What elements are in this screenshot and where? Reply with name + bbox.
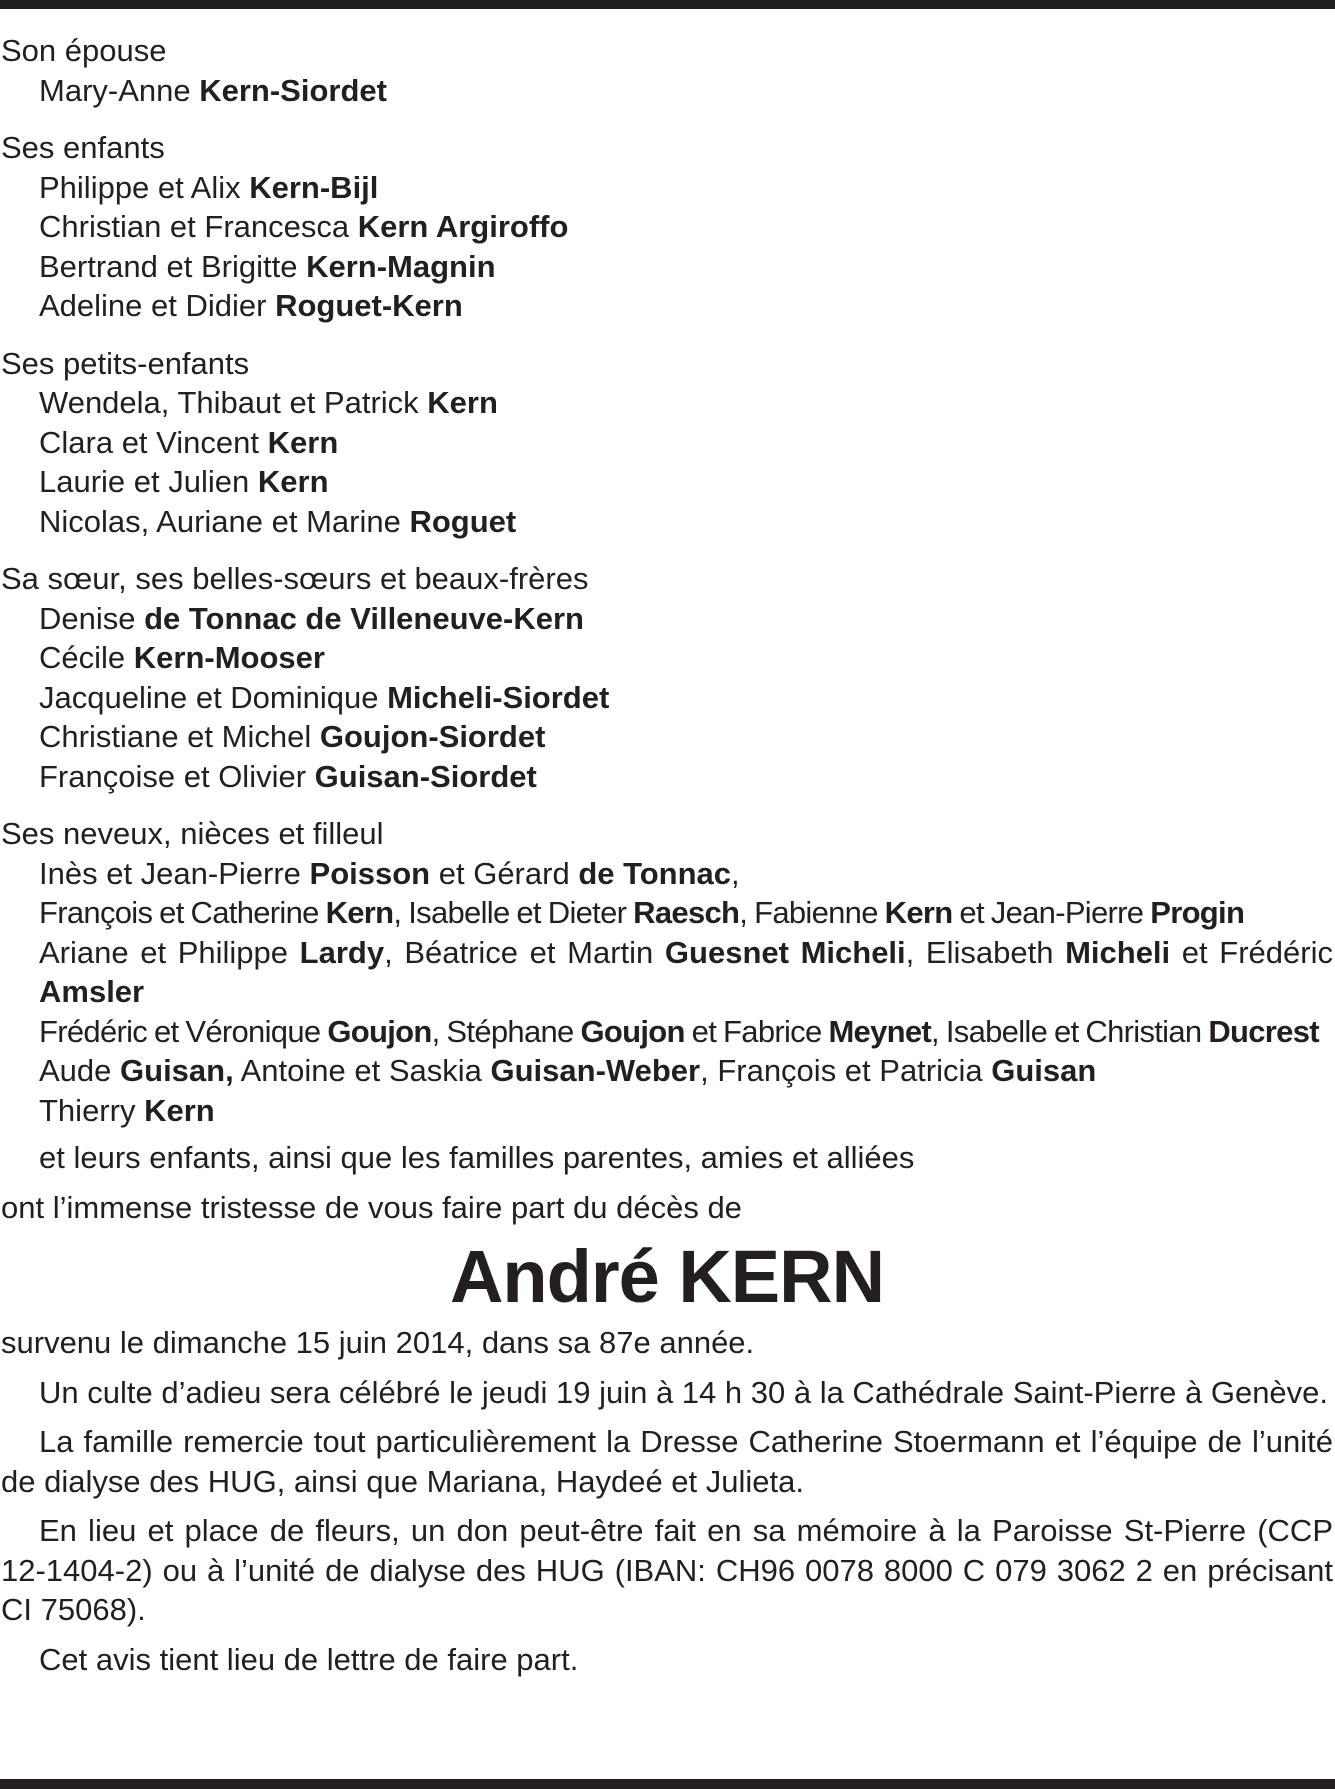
family-line [1,893,1333,933]
family-surname: Kern [884,895,953,930]
family-line [1,854,1333,894]
thanks-paragraph: La famille remercie tout particulièrement la Dresse Catherine Stoermann et l’équipe de l’unité de dialyse des HUG, ainsi que Mariana, Haydeé et Julieta. [1,1424,1333,1499]
family-list [1,31,1333,1130]
given-names: Cécile [39,640,134,675]
given-names: Jacqueline et Dominique [39,679,388,715]
final-note-paragraph: Cet avis tient lieu de lettre de faire part. [39,1641,579,1677]
given-names: , Isabelle et Christian [931,1013,1209,1049]
announcement-intro: ont l’immense tristesse de vous faire part du décès de [1,1189,742,1225]
given-names: , Béatrice et Martin [384,934,665,970]
family-surname: Kern-Siordet [199,72,387,108]
family-surname: Ducrest [1208,1013,1319,1049]
family-line [1,423,1333,463]
given-names: et Jean-Pierre [952,895,1151,930]
bottom-rule [0,1779,1335,1789]
given-names: , Fabienne [739,895,885,930]
given-names: et Fabrice [684,1013,829,1049]
death-date-paragraph: survenu le dimanche 15 juin 2014, dans sa 87e année. [1,1325,755,1360]
group-heading: Son épouse [1,33,167,68]
group-heading: Sa sœur, ses belles-sœurs et beaux-frères [1,561,589,596]
family-group [1,344,1333,542]
donation-paragraph: En lieu et place de fleurs, un don peut-être fait en sa mémoire à la Paroisse St-Pierre (CCP 12-1404-2) ou à l’unité de dialyse des HUG (IBAN: CH96 0078 8000 C 079 3062 2 en précisant CI 75068). [1,1513,1333,1627]
family-surname: Guisan [991,1053,1097,1088]
family-surname: Kern Argiroffo [357,209,569,244]
family-group [1,31,1333,110]
family-surname: Guisan-Weber [490,1053,701,1088]
family-surname: Roguet [409,503,517,539]
family-surname: Guesnet Micheli [664,934,906,970]
family-line [1,462,1333,502]
family-surname: de Tonnac de Villeneuve-Kern [144,600,584,636]
family-line [1,1012,1333,1052]
given-names: Françoise et Olivier [39,758,315,794]
given-names: , Stéphane [431,1013,581,1049]
family-surname: Kern-Bijl [249,169,379,205]
given-names: Adeline et Didier [39,288,276,323]
family-surname: Kern-Mooser [133,640,325,675]
given-names: François et Catherine [39,895,326,930]
family-surname: Micheli [1065,934,1171,970]
family-surname: Meynet [828,1013,932,1049]
given-names: et Frédéric [1170,934,1333,970]
family-surname: Micheli-Siordet [387,679,610,715]
group-heading: Ses enfants [1,130,165,165]
family-group [1,128,1333,326]
family-surname: Raesch [633,895,740,930]
group-heading: Ses neveux, nièces et filleul [1,816,384,851]
given-names: Nicolas, Auriane et Marine [39,503,410,539]
family-line [1,1091,1333,1131]
family-surname: Kern [144,1092,215,1128]
family-surname: Roguet-Kern [275,288,463,323]
given-names: Christian et Francesca [39,209,358,244]
family-line [1,168,1333,208]
family-surname: Goujon [580,1013,685,1049]
closing-line: et leurs enfants, ainsi que les familles parentes, amies et alliées [39,1140,915,1175]
given-names: Mary-Anne [39,72,200,108]
obituary-notice [1,31,1333,1689]
given-names: , Isabelle et Dieter [393,895,634,930]
family-surname: Guisan, [120,1053,234,1088]
given-names: et Gérard [430,855,579,891]
family-line [1,1051,1333,1091]
given-names: Laurie et Julien [39,464,258,499]
family-line [1,757,1333,797]
given-names: , Elisabeth [905,934,1066,970]
family-line [1,286,1333,326]
top-rule [0,0,1335,9]
family-surname: Poisson [309,855,431,891]
given-names: Aude [39,1053,121,1088]
family-line [1,207,1333,247]
family-line [1,678,1333,718]
family-line [1,71,1333,111]
family-surname: de Tonnac [578,855,732,891]
given-names: Frédéric et Véronique [39,1013,328,1049]
given-names: Inès et Jean-Pierre [39,855,310,891]
given-names: , [731,855,740,891]
family-surname: Goujon-Siordet [319,719,546,754]
family-surname: Goujon [327,1013,432,1049]
given-names: Ariane et Philippe [39,934,300,970]
given-names: Christiane et Michel [39,719,320,754]
deceased-name: André KERN [449,1235,885,1318]
family-line [1,383,1333,423]
family-surname: Kern [427,385,498,420]
family-line [1,502,1333,542]
family-group [1,814,1333,1130]
given-names: Denise [39,600,145,636]
group-heading: Ses petits-enfants [1,345,250,381]
family-surname: Kern-Magnin [306,248,496,284]
family-surname: Kern [267,424,339,460]
given-names: Clara et Vincent [39,424,268,460]
given-names: Philippe et Alix [39,169,250,205]
family-surname: Kern [325,895,394,930]
given-names: Thierry [39,1092,145,1128]
given-names: , François et Patricia [700,1053,992,1088]
given-names: Antoine et Saskia [233,1053,491,1088]
family-line [1,599,1333,639]
family-line [1,933,1333,1012]
family-surname: Guisan-Siordet [314,758,537,794]
family-surname: Kern [257,464,329,499]
family-group [1,559,1333,796]
family-surname: Amsler [39,974,145,1009]
family-surname: Progin [1150,895,1245,930]
family-line [1,247,1333,287]
service-paragraph: Un culte d’adieu sera célébré le jeudi 19 juin à 14 h 30 à la Cathédrale Saint-Pierre à Genève. [39,1374,1329,1410]
family-surname: Lardy [299,934,385,970]
given-names: Bertrand et Brigitte [39,248,307,284]
family-line [1,717,1333,757]
given-names: Wendela, Thibaut et Patrick [39,385,428,420]
family-line [1,638,1333,678]
